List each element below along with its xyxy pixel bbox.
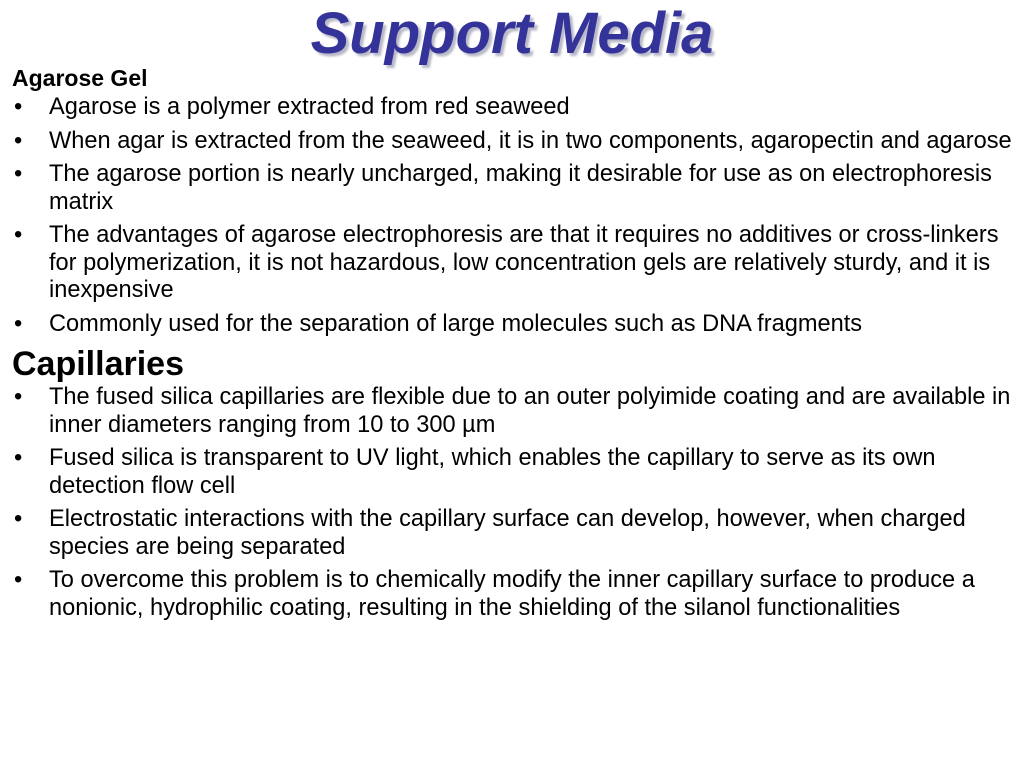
bullet-text: To overcome this problem is to chemically modify the inner capillary surface to produce a nonionic, hydrophilic coating, resulting in the shielding of the silanol functionalities [49,567,975,621]
bullet-item [12,311,1017,339]
section-heading-agarose-gel: Agarose Gel [12,65,148,91]
bullet-text: The agarose portion is nearly uncharged, making it desirable for use as on electrophoresis matrix [49,161,992,215]
bullet-icon: • [14,222,23,248]
slide-body [12,62,1017,628]
agarose-bullet-list [12,94,1017,338]
bullet-item [12,128,1017,156]
section-heading-capillaries: Capillaries [12,345,184,383]
bullet-item [12,94,1017,122]
bullet-icon: • [14,445,23,471]
bullet-item [12,445,1017,500]
bullet-item [12,384,1017,439]
bullet-icon: • [14,94,23,120]
bullet-item [12,222,1017,305]
capillaries-bullet-list [12,384,1017,622]
bullet-text: The fused silica capillaries are flexible due to an outer polyimide coating and are available in inner diameters ranging from 10 to 300 µm [49,384,1011,438]
bullet-icon: • [14,310,23,337]
bullet-icon: • [14,506,23,532]
slide-title: Support Media [310,1,714,66]
bullet-icon: • [14,567,23,593]
bullet-text: Electrostatic interactions with the capillary surface can develop, however, when charged species are being separated [49,506,966,560]
bullet-item [12,161,1017,216]
bullet-icon: • [14,161,23,187]
bullet-item [12,506,1017,561]
bullet-icon: • [14,384,23,410]
bullet-text: When agar is extracted from the seaweed, it is in two components, agaropectin and agarose [49,127,1012,154]
bullet-icon: • [14,127,23,154]
bullet-text: Agarose is a polymer extracted from red seaweed [49,94,570,120]
bullet-text: Commonly used for the separation of large molecules such as DNA fragments [49,310,863,337]
bullet-item [12,567,1017,622]
bullet-text: The advantages of agarose electrophoresis are that it requires no additives or cross-linkers for polymerization, it is not hazardous, low concentration gels are relatively sturdy, and it is inexpensive [49,222,999,303]
bullet-text: Fused silica is transparent to UV light, which enables the capillary to serve as its own detection flow cell [49,445,936,499]
